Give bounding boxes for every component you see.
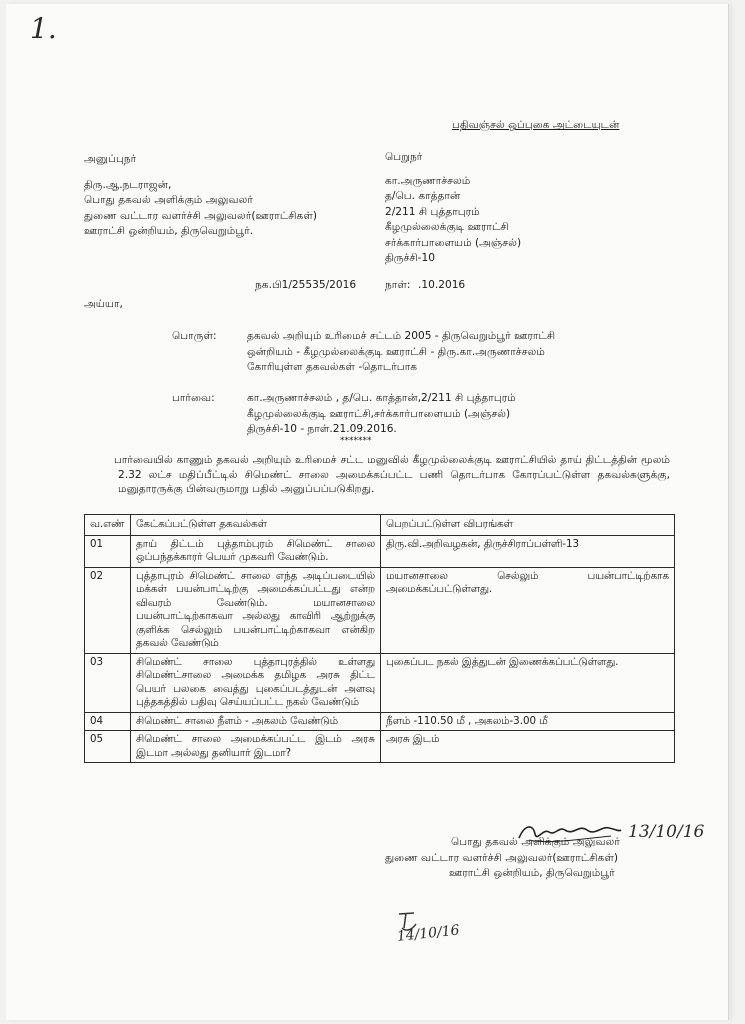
reference-letter-text	[247, 391, 516, 438]
initials-date: 14/10/16	[396, 922, 461, 945]
recipient-line: கீழமுல்லைக்குடி ஊராட்சி	[385, 221, 509, 233]
row-response: புகைப்பட நகல் இத்துடன் இணைக்கப்பட்டுள்ளது.	[381, 653, 675, 712]
reference-date-label: நாள்:	[385, 279, 411, 291]
header-response: பெறப்பட்டுள்ள விபரங்கள்	[381, 515, 675, 536]
signature-block	[385, 835, 620, 882]
recipient-line: சர்க்கார்பாளையம் (அஞ்சல்)	[385, 236, 522, 249]
row-request: சிமெண்ட் சாலை நீளம் - அகலம் வேண்டும்	[131, 712, 381, 731]
row-serial: 04	[85, 712, 131, 731]
table-row	[85, 653, 675, 712]
signature-line: துணை வட்டார வளர்ச்சி அலுவலர்(ஊராட்சிகள்)	[385, 851, 619, 864]
signature-date: 13/10/16	[628, 822, 705, 842]
recipient-line: கா.அருணாச்சலம்	[385, 174, 471, 187]
sender-heading: அனுப்புநர்	[84, 153, 137, 165]
sender-line: திரு.ஆ.நடராஜன்,	[84, 178, 172, 191]
signature-line: ஊராட்சி ஒன்றியம், திருவெறும்பூர்	[449, 867, 615, 879]
row-request: சிமெண்ட் சாலை அமைக்கப்பட்ட இடம் அரசு இடமா அல்லது தனியார் இடமா?	[131, 731, 381, 763]
subject-label: பொருள்:	[172, 330, 217, 342]
reference-letter-line: கீழமுல்லைக்குடி ஊராட்சி,சர்க்கார்பாளையம் (அஞ்சல்)	[247, 407, 511, 420]
table-row	[85, 712, 675, 731]
row-serial: 02	[85, 567, 131, 653]
sender-line: பொது தகவல் அளிக்கும் அலுவலர்	[84, 194, 253, 206]
row-serial: 03	[85, 653, 131, 712]
sender-line: ஊராட்சி ஒன்றியம், திருவெறும்பூர்.	[84, 225, 254, 237]
page-mark: 1.	[30, 12, 57, 45]
reference-letter-line: கா.அருணாச்சலம் , த/பெ. காத்தான்,2/211 சி புத்தாபுரம்	[247, 392, 516, 404]
subject-line: ஒன்றியம் - கீழமுல்லைக்குடி ஊராட்சி - திரு.கா.அருணாச்சலம்	[247, 345, 545, 358]
row-response: நீளம் -110.50 மீ , அகலம்-3.00 மீ	[381, 712, 675, 731]
recipient-line: 2/211 சி புத்தாபுரம்	[385, 205, 480, 218]
reference-letter-label: பார்வை:	[172, 392, 215, 404]
body-paragraph: பார்வையில் காணும் தகவல் அறியும் உரிமைச் சட்ட மனுவில் கீழமுல்லைக்குடி ஊராட்சியில் தாய் திட்டத்தின் மூலம் 2.32 லட்ச மதிப்பீட்டில் சிமெண்ட் சாலை அமைக்கப்பட்ட பணி தொடர்பாக கோரப்பட்டுள்ள தகவல்களுக்கு, மனுதாரருக்கு பின்வருமாறு பதில் அனுப்பப்படுகிறது.	[114, 454, 670, 495]
signature-line: பொது தகவல் அளிக்கும் அலுவலர்	[451, 836, 620, 848]
row-request: தாய் திட்டம் புத்தாம்புரம் சிமெண்ட் சாலை ஒப்பந்தக்காரர் பெயர் முகவரி வேண்டும்.	[131, 535, 381, 567]
sender-line: துணை வட்டார வளர்ச்சி அலுவலர்(ஊராட்சிகள்)	[84, 209, 318, 222]
header-serial: வ.எண்	[85, 515, 131, 536]
recipient-block	[385, 150, 521, 267]
row-response: மயானசாலை செல்லும் பயன்பாட்டிற்காக அமைக்கப்பட்டுள்ளது.	[381, 567, 675, 653]
row-request: புத்தாபுரம் சிமெண்ட் சாலை எந்த அடிப்படையில் மக்கள் பயன்பாட்டிற்கு அமைக்கப்பட்டது என்ற விவரம் வேண்டும். மயானசாலை பயன்பாட்டிற்காகவா அல்லது காவிரி ஆற்றுக்கு குளிக்க செல்லும் பயன்பாட்டிற்காகவா என்கிற தகவல் வேண்டும்	[131, 567, 381, 653]
reference-number: நக.பி1/25535/2016	[255, 279, 357, 291]
recipient-heading: பெறுநர்	[385, 151, 423, 163]
separator: *******	[340, 436, 372, 446]
row-response: திரு.வி.அறிவழகன், திருச்சிராப்பள்ளி-13	[381, 535, 675, 567]
recipient-line: த/பெ. காத்தான்	[385, 190, 461, 202]
subject-line: கோரியுள்ள தகவல்கள் -தொடர்பாக	[247, 361, 418, 373]
table-row	[85, 567, 675, 653]
information-table	[84, 514, 675, 763]
table-header-row	[85, 515, 675, 536]
table-row	[85, 731, 675, 763]
reference-date-value: .10.2016	[418, 279, 466, 291]
subject-line: தகவல் அறியும் உரிமைச் சட்டம் 2005 - திருவெறும்பூர் ஊராட்சி	[247, 330, 556, 342]
sender-block	[84, 152, 317, 240]
row-request: சிமெண்ட் சாலை புத்தாபுரத்தில் உள்ளது சிமெண்ட்சாலை அமைக்க தமிழக அரசு திட்ட பெயர் பலகை வைத்து புகைப்படத்துடன் அளவு புத்தகத்தில் பதிவு செய்யப்பட்ட நகல் வேண்டும்	[131, 653, 381, 712]
salutation: அய்யா,	[84, 298, 123, 310]
header-request: கேட்கப்பட்டுள்ள தகவல்கள்	[131, 515, 381, 536]
subject-text	[247, 329, 555, 376]
recipient-line: திருச்சி-10	[385, 252, 435, 264]
row-response: அரசு இடம்	[381, 731, 675, 763]
registered-post-note: பதிவஞ்சல் ஒப்புகை அட்டையுடன்	[452, 119, 620, 131]
table-row	[85, 535, 675, 567]
reference-letter-line: திருச்சி-10 - நாள்.21.09.2016.	[247, 423, 397, 435]
row-serial: 01	[85, 535, 131, 567]
row-serial: 05	[85, 731, 131, 763]
